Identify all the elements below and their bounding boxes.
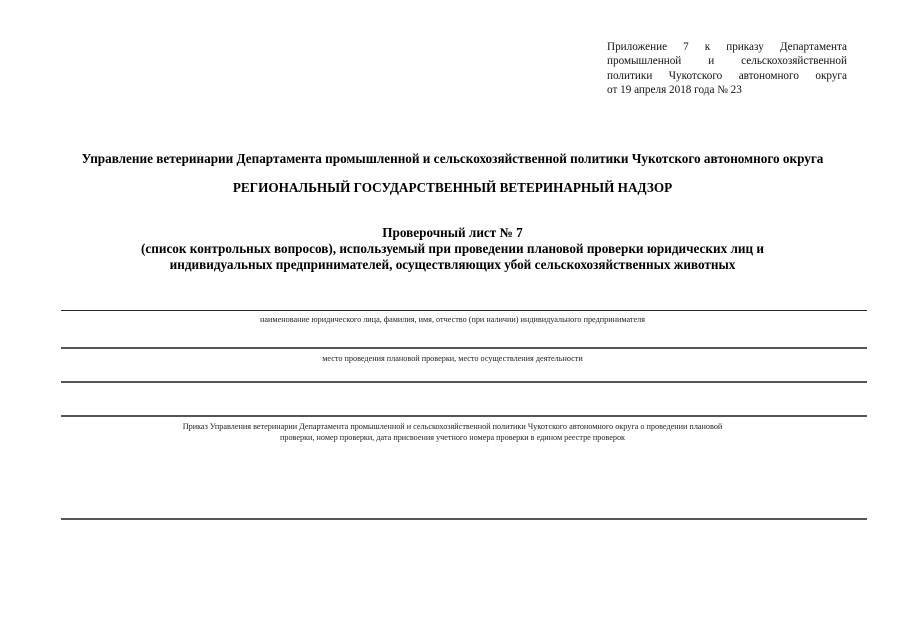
appendix-line: от 19 апреля 2018 года № 23 <box>607 83 742 96</box>
department-title: Управление ветеринарии Департамента промышленной и сельскохозяйственной политики Чукотского автономного округа <box>81 151 824 166</box>
entity-name-line[interactable] <box>61 310 867 311</box>
appendix-line: промышленной и сельскохозяйственной <box>607 55 847 68</box>
bottom-line[interactable] <box>61 518 867 520</box>
order-line[interactable] <box>61 415 867 417</box>
checklist-title: Проверочный лист № 7 <box>382 225 523 240</box>
order-caption-line: Приказ Управления ветеринарии Департамента промышленной и сельскохозяйственной политики Чукотского автономного округа о проведении плановой <box>182 422 723 431</box>
location-line[interactable] <box>61 347 867 349</box>
appendix-note <box>607 40 847 97</box>
appendix-line: Приложение 7 к приказу Департамента <box>607 41 847 53</box>
supervision-title: РЕГИОНАЛЬНЫЙ ГОСУДАРСТВЕННЫЙ ВЕТЕРИНАРНЫЙ НАДЗОР <box>232 180 673 195</box>
order-caption-line: проверки, номер проверки, дата присвоения учетного номера проверки в едином реестре проверок <box>279 433 626 442</box>
checklist-heading <box>0 225 905 273</box>
blank-line[interactable] <box>61 381 867 383</box>
location-caption: место проведения плановой проверки, место осуществления деятельности <box>322 354 583 363</box>
checklist-subtitle-line: (список контрольных вопросов), используемый при проведении плановой проверки юридических лиц и <box>141 241 764 256</box>
appendix-line: политики Чукотского автономного округа <box>607 69 847 82</box>
checklist-subtitle-line: индивидуальных предпринимателей, осуществляющих убой сельскохозяйственных животных <box>169 257 736 272</box>
entity-name-caption: наименование юридического лица, фамилия, имя, отчество (при наличии) индивидуального предпринимателя <box>260 315 645 324</box>
order-caption <box>0 421 905 443</box>
